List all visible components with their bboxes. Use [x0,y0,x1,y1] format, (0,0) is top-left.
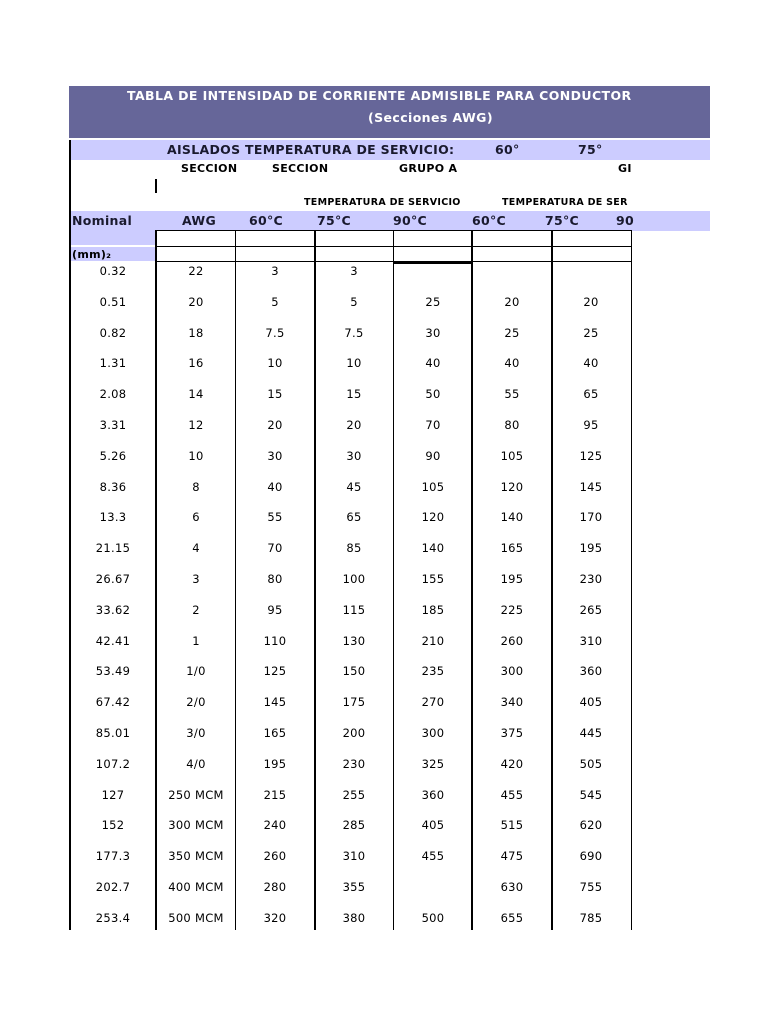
cell-75c-group-b: 40 [583,356,599,371]
cell-60c-group-b: 195 [500,572,524,586]
cell-60c-group-b: 420 [500,756,524,771]
cell-60c-group-b: 165 [500,541,524,556]
cell-nominal-mm2: 5.26 [99,448,127,463]
cell-75c-group-b: 195 [579,541,603,556]
cell-60c-group-a: 260 [263,849,287,864]
cell-90c-group-a: 455 [421,849,445,864]
cell-60c-group-a: 320 [263,910,287,925]
cell-awg: 14 [188,387,204,402]
cell-60c-group-b: 455 [500,787,524,802]
cell-90c-group-a: 25 [425,294,441,309]
cell-90c-group-a: 185 [421,602,445,617]
cell-75c-group-a: 100 [342,572,366,586]
cell-75c-group-a: 3 [350,264,358,278]
cell-60c-group-a: 40 [267,479,283,494]
cell-60c-group-a: 5 [271,294,279,309]
cell-60c-group-a: 280 [263,880,287,894]
column-header-band [69,211,710,231]
cell-90c-group-a: 40 [425,356,441,371]
cell-60c-group-a: 240 [263,818,287,833]
col-60c-group-a: 60°C [249,213,284,228]
col-90c-group-b: 90 [616,213,634,228]
cell-75c-group-a: 115 [342,602,366,617]
cell-nominal-mm2: 8.36 [99,479,127,494]
cell-75c-group-b: 360 [579,664,603,679]
cell-75c-group-a: 30 [346,448,362,463]
cell-60c-group-a: 80 [267,572,283,586]
cell-90c-group-a: 500 [421,910,445,925]
cell-75c-group-a: 15 [346,387,362,402]
col-awg: AWG [182,213,217,228]
cell-90c-group-a: 325 [421,756,445,771]
cell-awg: 18 [188,325,204,340]
cell-90c-group-a: 70 [425,418,441,432]
col-60c-group-b: 60°C [472,213,507,228]
service-temp-75: 75° [578,142,603,157]
cell-75c-group-b: 230 [579,572,603,586]
cell-awg: 4 [192,541,200,556]
cell-awg: 1/0 [186,664,206,679]
cell-75c-group-a: 10 [346,356,362,371]
cell-60c-group-a: 165 [263,726,287,740]
cell-60c-group-a: 7.5 [265,325,285,340]
seccion-label-1: SECCION [181,162,238,175]
cell-nominal-mm2: 26.67 [95,572,131,586]
cell-awg: 16 [188,356,204,371]
seccion-label-2: SECCION [272,162,329,175]
cell-nominal-mm2: 0.82 [99,325,127,340]
cell-75c-group-b: 620 [579,818,603,833]
cell-75c-group-a: 310 [342,849,366,864]
cell-75c-group-b: 265 [579,602,603,617]
cell-90c-group-a: 30 [425,325,441,340]
text-cursor [155,179,157,193]
cell-awg: 12 [188,418,204,432]
cell-nominal-mm2: 202.7 [95,880,131,894]
cell-nominal-mm2: 0.32 [99,264,127,278]
cell-nominal-mm2: 85.01 [95,726,131,740]
col-75c-group-b: 75°C [545,213,580,228]
cell-nominal-mm2: 2.08 [99,387,127,402]
cell-90c-group-a: 270 [421,695,445,710]
cell-90c-group-a: 120 [421,510,445,525]
cell-75c-group-b: 785 [579,910,603,925]
cell-nominal-mm2: 33.62 [95,602,131,617]
cell-nominal-mm2: 13.3 [99,510,127,525]
cell-75c-group-b: 310 [579,633,603,648]
cell-90c-group-a: 235 [421,664,445,679]
cell-awg: 250 MCM [168,787,224,802]
cell-75c-group-a: 130 [342,633,366,648]
group-b-label: GI [618,162,632,175]
cell-nominal-mm2: 107.2 [95,756,131,771]
cell-60c-group-a: 195 [263,756,287,771]
cell-awg: 22 [188,264,204,278]
cell-60c-group-a: 125 [263,664,287,679]
cell-60c-group-b: 340 [500,695,524,710]
cell-awg: 300 MCM [168,818,224,833]
cell-90c-group-a: 90 [425,448,441,463]
cell-60c-group-a: 20 [267,418,283,432]
cell-awg: 1 [192,633,200,648]
cell-75c-group-a: 175 [342,695,366,710]
cell-nominal-mm2: 127 [101,787,125,802]
cell-awg: 10 [188,448,204,463]
col-75c-group-a: 75°C [317,213,352,228]
cell-75c-group-a: 255 [342,787,366,802]
col-90c-group-a: 90°C [393,213,428,228]
cell-75c-group-b: 405 [579,695,603,710]
cell-awg: 4/0 [186,756,206,771]
cell-awg: 3/0 [186,726,206,740]
cell-awg: 350 MCM [168,849,224,864]
cell-awg: 500 MCM [168,910,224,925]
cell-60c-group-b: 630 [500,880,524,894]
cell-60c-group-a: 95 [267,602,283,617]
col-nominal: Nominal [72,213,133,228]
cell-60c-group-b: 515 [500,818,524,833]
cell-60c-group-b: 225 [500,602,524,617]
cell-60c-group-b: 105 [500,448,524,463]
cell-75c-group-b: 170 [579,510,603,525]
unit-mm-label: (mm)₂ [72,248,112,261]
cell-60c-group-b: 375 [500,726,524,740]
cell-75c-group-a: 85 [346,541,362,556]
temp-service-label-1: TEMPERATURA DE SERVICIO [304,197,461,208]
table-subtitle: (Secciones AWG) [368,110,493,125]
grid-line-row-top [393,262,472,264]
cell-awg: 2 [192,602,200,617]
cell-75c-group-a: 230 [342,756,366,771]
cell-75c-group-a: 380 [342,910,366,925]
cell-75c-group-a: 200 [342,726,366,740]
cell-nominal-mm2: 53.49 [95,664,131,679]
cell-60c-group-b: 475 [500,849,524,864]
cell-90c-group-a: 210 [421,633,445,648]
service-temp-60: 60° [495,142,520,157]
cell-75c-group-a: 150 [342,664,366,679]
cell-75c-group-b: 545 [579,787,603,802]
cell-nominal-mm2: 1.31 [99,356,127,371]
cell-75c-group-b: 20 [583,294,599,309]
cell-nominal-mm2: 0.51 [99,294,127,309]
temp-service-label-2: TEMPERATURA DE SER [502,197,628,208]
cell-75c-group-a: 285 [342,818,366,833]
cell-nominal-mm2: 177.3 [95,849,131,864]
cell-60c-group-b: 55 [504,387,520,402]
table-title: TABLA DE INTENSIDAD DE CORRIENTE ADMISIBLE PARA CONDUCTOR [127,88,632,103]
cell-nominal-mm2: 3.31 [99,418,127,432]
cell-75c-group-b: 125 [579,448,603,463]
cell-awg: 400 MCM [168,880,224,894]
cell-75c-group-b: 145 [579,479,603,494]
cell-nominal-mm2: 253.4 [95,910,131,925]
cell-60c-group-a: 3 [271,264,279,278]
cell-60c-group-b: 40 [504,356,520,371]
cell-60c-group-a: 30 [267,448,283,463]
cell-nominal-mm2: 152 [101,818,125,833]
cell-75c-group-a: 65 [346,510,362,525]
cell-90c-group-a: 360 [421,787,445,802]
cell-60c-group-a: 55 [267,510,283,525]
cell-75c-group-a: 355 [342,880,366,894]
grid-line-col7 [631,231,632,930]
cell-60c-group-b: 25 [504,325,520,340]
cell-nominal-mm2: 42.41 [95,633,131,648]
cell-90c-group-a: 140 [421,541,445,556]
cell-75c-group-b: 755 [579,880,603,894]
cell-75c-group-a: 45 [346,479,362,494]
cell-60c-group-b: 260 [500,633,524,648]
group-a-label: GRUPO A [399,162,458,175]
cell-75c-group-b: 505 [579,756,603,771]
cell-60c-group-a: 70 [267,541,283,556]
cell-90c-group-a: 300 [421,726,445,740]
cell-75c-group-a: 20 [346,418,362,432]
cell-60c-group-a: 10 [267,356,283,371]
cell-60c-group-b: 120 [500,479,524,494]
cell-90c-group-a: 50 [425,387,441,402]
cell-60c-group-b: 140 [500,510,524,525]
cell-nominal-mm2: 21.15 [95,541,131,556]
cell-75c-group-b: 95 [583,418,599,432]
cell-75c-group-a: 7.5 [344,325,364,340]
cell-60c-group-b: 80 [504,418,520,432]
cell-nominal-mm2: 67.42 [95,695,131,710]
cell-60c-group-a: 15 [267,387,283,402]
empty-header-cell [71,231,155,245]
cell-60c-group-b: 655 [500,910,524,925]
cell-75c-group-b: 445 [579,726,603,740]
cell-90c-group-a: 405 [421,818,445,833]
cell-75c-group-b: 65 [583,387,599,402]
cell-60c-group-b: 20 [504,294,520,309]
cell-awg: 20 [188,294,204,309]
cell-75c-group-b: 690 [579,849,603,864]
cell-75c-group-b: 25 [583,325,599,340]
cell-awg: 8 [192,479,200,494]
cell-60c-group-b: 300 [500,664,524,679]
cell-60c-group-a: 110 [263,633,287,648]
cell-awg: 2/0 [186,695,206,710]
service-label: AISLADOS TEMPERATURA DE SERVICIO: [167,142,455,157]
cell-90c-group-a: 105 [421,479,445,494]
cell-60c-group-a: 145 [263,695,287,710]
cell-90c-group-a: 155 [421,572,445,586]
grid-line-left [69,140,71,930]
cell-60c-group-a: 215 [263,787,287,802]
cell-75c-group-a: 5 [350,294,358,309]
cell-awg: 6 [192,510,200,525]
cell-awg: 3 [192,572,200,586]
